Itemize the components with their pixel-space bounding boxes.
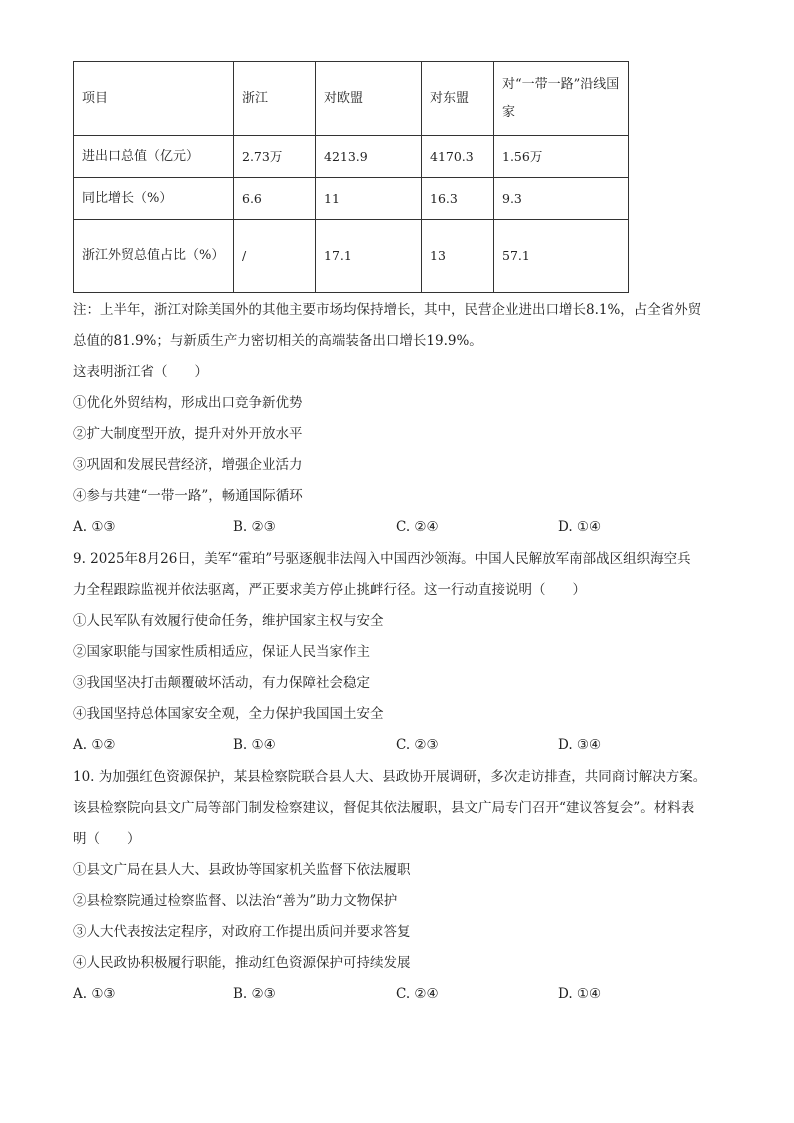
answer-choices xyxy=(73,735,733,755)
choice-a[interactable]: A. ①③ xyxy=(73,519,116,535)
choice-a[interactable]: A. ①③ xyxy=(73,986,116,1002)
choice-b[interactable]: B. ①④ xyxy=(233,737,276,753)
table-cell: 1.56万 xyxy=(494,136,629,178)
choice-a[interactable]: A. ①② xyxy=(73,737,116,753)
table-cell: 4170.3 xyxy=(422,136,494,178)
statement-item: ②县检察院通过检察监督、以法治“善为”助力文物保护 xyxy=(73,893,398,909)
table-cell: 9.3 xyxy=(494,178,629,220)
statement-item: ①优化外贸结构，形成出口竞争新优势 xyxy=(73,395,303,411)
statement-item: ②扩大制度型开放，提升对外开放水平 xyxy=(73,426,303,442)
table-row xyxy=(74,178,629,220)
table-header-cell: 项目 xyxy=(74,62,234,136)
choice-b[interactable]: B. ②③ xyxy=(233,986,276,1002)
table-header-cell: 对东盟 xyxy=(422,62,494,136)
question-stem: 9. 2025年8月26日，美军“霍珀”号驱逐舰非法闯入中国西沙领海。中国人民解放军南部战区组织海空兵 xyxy=(73,551,691,567)
statement-item: ④人民政协积极履行职能，推动红色资源保护可持续发展 xyxy=(73,955,411,971)
statement-item: ④我国坚持总体国家安全观，全力保护我国国土安全 xyxy=(73,706,384,722)
table-header-cell: 浙江 xyxy=(234,62,316,136)
table-cell: / xyxy=(234,220,316,293)
table-row xyxy=(74,136,629,178)
table-cell: 浙江外贸总值占比（%） xyxy=(74,220,234,293)
answer-choices xyxy=(73,984,733,1004)
question-stem: 10. 为加强红色资源保护，某县检察院联合县人大、县政协开展调研，多次走访排查，共同商讨解决方案。 xyxy=(73,769,707,785)
choice-d[interactable]: D. ③④ xyxy=(558,737,602,753)
table-cell: 4213.9 xyxy=(316,136,422,178)
table-cell: 11 xyxy=(316,178,422,220)
choice-c[interactable]: C. ②④ xyxy=(396,986,439,1002)
table-cell: 13 xyxy=(422,220,494,293)
answer-choices xyxy=(73,517,733,537)
choice-d[interactable]: D. ①④ xyxy=(558,519,602,535)
table-row xyxy=(74,220,629,293)
table-cell: 17.1 xyxy=(316,220,422,293)
table-header-row xyxy=(74,62,629,136)
statement-item: ④参与共建“一带一路”，畅通国际循环 xyxy=(73,488,303,504)
statement-item: ③巩固和发展民营经济，增强企业活力 xyxy=(73,457,303,473)
question-stem: 力全程跟踪监视并依法驱离，严正要求美方停止挑衅行径。这一行动直接说明（ ） xyxy=(73,582,586,598)
choice-c[interactable]: C. ②③ xyxy=(396,737,439,753)
table-cell: 同比增长（%） xyxy=(74,178,234,220)
trade-data-table xyxy=(73,61,629,293)
question-stem: 该县检察院向县文广局等部门制发检察建议，督促其依法履职，县文广局专门召开“建议答复会”。材料表 xyxy=(73,800,695,816)
table-header-cell: 对欧盟 xyxy=(316,62,422,136)
choice-d[interactable]: D. ①④ xyxy=(558,986,602,1002)
table-cell: 16.3 xyxy=(422,178,494,220)
question-stem: 明（ ） xyxy=(73,831,141,847)
note-line: 注：上半年，浙江对除美国外的其他主要市场均保持增长，其中，民营企业进出口增长8.1%，占全省外贸 xyxy=(73,302,702,318)
statement-item: ①县文广局在县人大、县政协等国家机关监督下依法履职 xyxy=(73,862,411,878)
table-header-cell: 对“一带一路”沿线国家 xyxy=(494,62,629,136)
table-cell: 6.6 xyxy=(234,178,316,220)
note-line: 总值的81.9%；与新质生产力密切相关的高端装备出口增长19.9%。 xyxy=(73,333,483,349)
statement-item: ②国家职能与国家性质相适应，保证人民当家作主 xyxy=(73,644,370,660)
choice-c[interactable]: C. ②④ xyxy=(396,519,439,535)
question-stem: 这表明浙江省（ ） xyxy=(73,364,208,380)
statement-item: ③我国坚决打击颠覆破坏活动，有力保障社会稳定 xyxy=(73,675,370,691)
table-cell: 2.73万 xyxy=(234,136,316,178)
table-cell: 57.1 xyxy=(494,220,629,293)
table-cell: 进出口总值（亿元） xyxy=(74,136,234,178)
choice-b[interactable]: B. ②③ xyxy=(233,519,276,535)
statement-item: ①人民军队有效履行使命任务，维护国家主权与安全 xyxy=(73,613,384,629)
statement-item: ③人大代表按法定程序，对政府工作提出质问并要求答复 xyxy=(73,924,411,940)
